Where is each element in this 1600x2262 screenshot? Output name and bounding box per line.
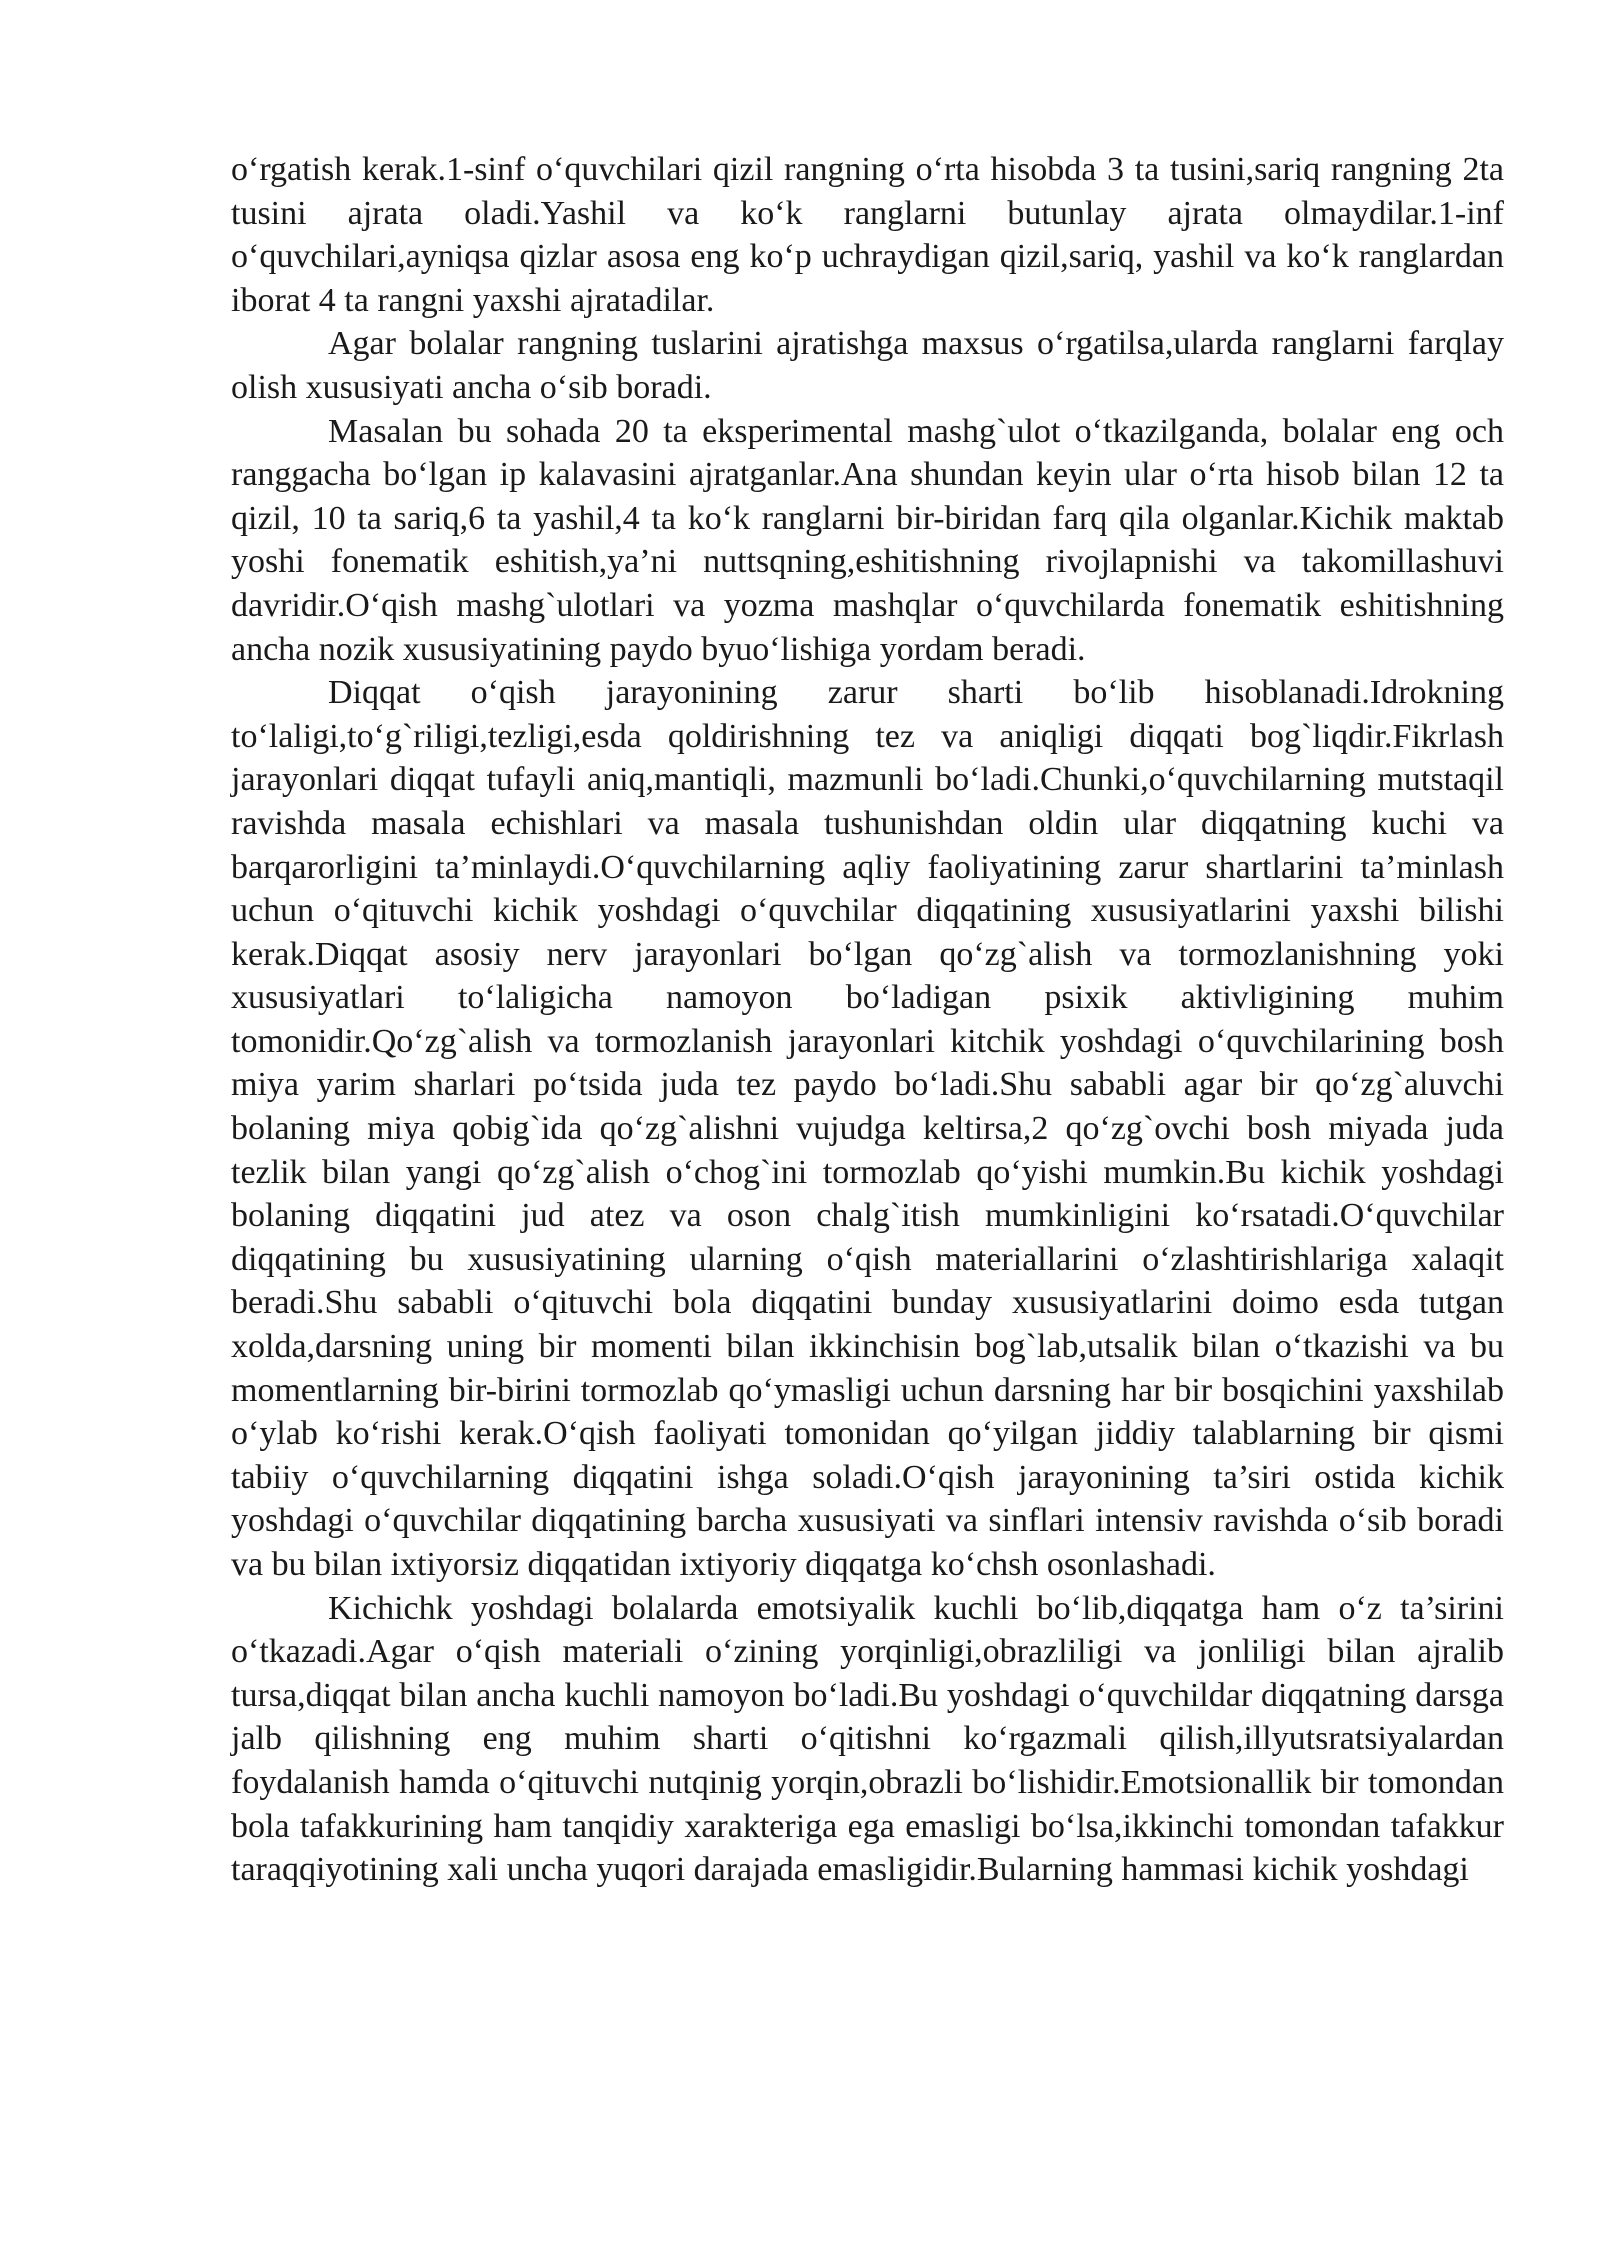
- paragraph-5: Kichichk yoshdagi bolalarda emotsiyalik kuchli boʻlib,diqqatga ham oʻz ta’sirini oʻtkazadi.Agar oʻqish materiali oʻzining yorqinligi,obrazliligi va jonliligi bilan ajralib tursa,diqqat bilan ancha kuchli namoyon boʻladi.Bu yoshdagi oʻquvchildar diqqatning darsga jalb qilishning eng muhim sharti oʻqitishni koʻrgazmali qilish,illyutsratsiyalardan foydalanish hamda oʻqituvchi nutqinig yorqin,obrazli boʻlishidir.Emotsionallik bir tomondan bola tafakkurining ham tanqidiy xarakteriga ega emasligi boʻlsa,ikkinchi tomondan tafakkur taraqqiyotining xali uncha yuqori darajada emasligidir.Bularning hammasi kichik yoshdagi: [231, 1589, 1504, 1889]
- paragraph-4: Diqqat oʻqish jarayonining zarur sharti boʻlib hisoblanadi.Idrokning toʻlaligi,toʻg`riligi,tezligi,esda qoldirishning tez va aniqligi diqqati bog`liqdir.Fikrlash jarayonlari diqqat tufayli aniq,mantiqli, mazmunli boʻladi.Chunki,oʻquvchilarning mutstaqil ravishda masala echishlari va masala tushunishdan oldin ular diqqatning kuchi va barqarorligini ta’minlaydi.Oʻquvchilarning aqliy faoliyatining zarur shartlarini ta’minlash uchun oʻqituvchi kichik yoshdagi oʻquvchilar diqqatining xususiyatlarini yaxshi bilishi kerak.Diqqat asosiy nerv jarayonlari boʻlgan qoʻzg`alish va tormozlanishning yoki xususiyatlari toʻlaligicha namoyon boʻladigan psixik aktivligining muhim tomonidir.Qoʻzg`alish va tormozlanish jarayonlari kitchik yoshdagi oʻquvchilarining bosh miya yarim sharlari poʻtsida juda tez paydo boʻladi.Shu sababli agar bir qoʻzg`aluvchi bolaning miya qobig`ida qoʻzg`alishni vujudga keltirsa,2 qoʻzg`ovchi bosh miyada juda tezlik bilan yangi qoʻzg`alish oʻchog`ini tormozlab qoʻyishi mumkin.Bu kichik yoshdagi bolaning diqqatini jud atez va oson chalg`itish mumkinligini koʻrsatadi.Oʻquvchilar diqqatining bu xususiyatining ularning oʻqish materiallarini oʻzlashtirishlariga xalaqit beradi.Shu sababli oʻqituvchi bola diqqatini bunday xususiyatlarini doimo esda tutgan xolda,darsning uning bir momenti bilan ikkinchisin bog`lab,utsalik bilan oʻtkazishi va bu momentlarning bir-birini tormozlab qoʻymasligi uchun darsning har bir bosqichini yaxshilab oʻylab koʻrishi kerak.Oʻqish faoliyati tomonidan qoʻyilgan jiddiy talablarning bir qismi tabiiy oʻquvchilarning diqqatini ishga soladi.Oʻqish jarayonining ta’siri ostida kichik yoshdagi oʻquvchilar diqqatining barcha xususiyati va sinflari intensiv ravishda oʻsib boradi va bu bilan ixtiyorsiz diqqatidan ixtiyoriy diqqatga koʻchsh osonlashadi.: [231, 674, 1504, 1583]
- document-page: [231, 148, 1504, 1892]
- paragraph-3: Masalan bu sohada 20 ta eksperimental mashg`ulot oʻtkazilganda, bolalar eng och ranggacha boʻlgan ip kalavasini ajratganlar.Ana shundan keyin ular oʻrta hisob bilan 12 ta qizil, 10 ta sariq,6 ta yashil,4 ta koʻk ranglarni bir-biridan farq qila olganlar.Kichik maktab yoshi fonematik eshitish,ya’ni nuttsqning,eshitishning rivojlapnishi va takomillashuvi davridir.Oʻqish mashg`ulotlari va yozma mashqlar oʻquvchilarda fonematik eshitishning ancha nozik xususiyatining paydo byuoʻlishiga yordam beradi.: [231, 412, 1504, 668]
- paragraph-1: oʻrgatish kerak.1-sinf oʻquvchilari qizil rangning oʻrta hisobda 3 ta tusini,sariq rangning 2ta tusini ajrata oladi.Yashil va koʻk ranglarni butunlay ajrata olmaydilar.1-inf oʻquvchilari,ayniqsa qizlar asosa eng koʻp uchraydigan qizil,sariq, yashil va koʻk ranglardan iborat 4 ta rangni yaxshi ajratadilar.: [231, 151, 1504, 319]
- paragraph-2: Agar bolalar rangning tuslarini ajratishga maxsus oʻrgatilsa,ularda ranglarni farqlay olish xususiyati ancha oʻsib boradi.: [231, 325, 1504, 406]
